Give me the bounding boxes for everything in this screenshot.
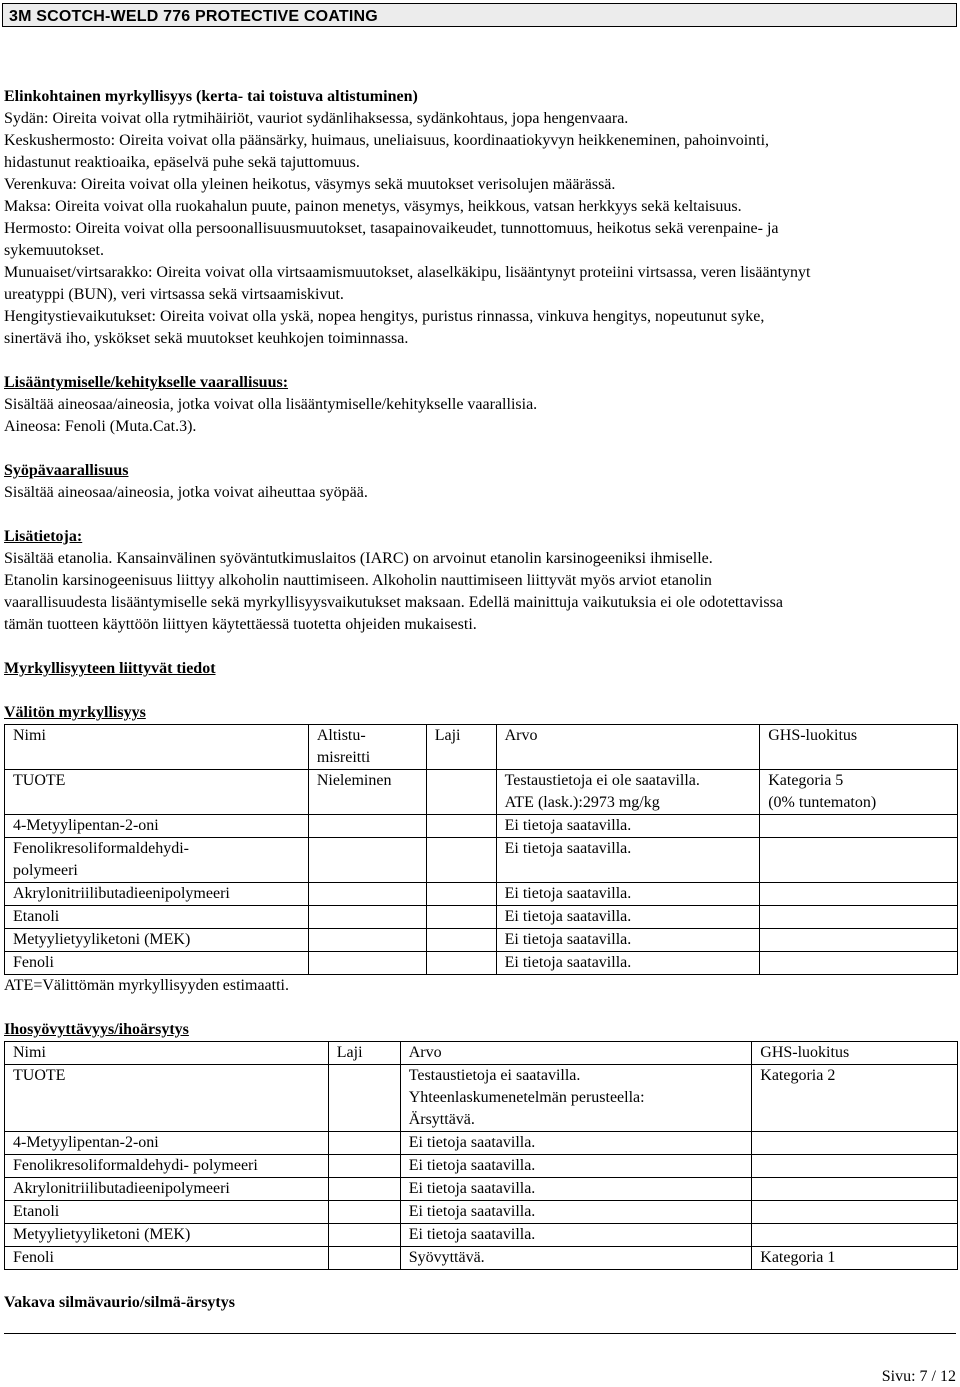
table-header-row (5, 1042, 958, 1065)
cell-ghs (760, 952, 958, 975)
reproductive-toxicity-heading: Lisääntymiselle/kehitykselle vaarallisuus: (4, 374, 289, 391)
cell-value: Ei tietoja saatavilla. (496, 838, 760, 883)
cell-name: TUOTE (5, 1065, 329, 1132)
cell-species (328, 1247, 400, 1270)
cell-name: Akrylonitriilibutadieenipolymeeri (5, 883, 309, 906)
organ-toxicity-text (4, 108, 954, 350)
cell-name: 4-Metyylipentan-2-oni (5, 1132, 329, 1155)
document-title: 3M SCOTCH-WELD 776 PROTECTIVE COATING (9, 8, 378, 25)
cell-name: Fenoli (5, 952, 309, 975)
toxicology-info-heading: Myrkyllisyyteen liittyvät tiedot (4, 660, 216, 677)
cell-value: Ei tietoja saatavilla. (400, 1224, 752, 1247)
column-header: Arvo (496, 725, 760, 770)
table-row (5, 815, 958, 838)
text-line: ureatyppi (BUN), veri virtsassa sekä virtsaamiskivut. (4, 286, 344, 303)
additional-info-heading: Lisätietoja: (4, 528, 83, 545)
column-header: GHS-luokitus (760, 725, 958, 770)
cell-value: Ei tietoja saatavilla. (400, 1178, 752, 1201)
text-line: Munuaiset/virtsarakko: Oireita voivat olla virtsaamismuutokset, alaselkäkipu, lisääntynyt proteiini virtsassa, veren lisääntynyt (4, 264, 811, 281)
cell-ghs: Kategoria 2 (752, 1065, 958, 1132)
skin-corrosion-table (4, 1041, 958, 1270)
table-row (5, 770, 958, 815)
cell-species (328, 1201, 400, 1224)
page-number: Sivu: 7 / 12 (881, 1368, 956, 1385)
cell-route (308, 929, 426, 952)
page-content (4, 86, 954, 1314)
table-row (5, 906, 958, 929)
table-row (5, 838, 958, 883)
cell-ghs (752, 1155, 958, 1178)
cell-route (308, 906, 426, 929)
cell-ghs (752, 1132, 958, 1155)
column-header: Laji (328, 1042, 400, 1065)
acute-toxicity-heading: Välitön myrkyllisyys (4, 704, 146, 721)
text-line: Verenkuva: Oireita voivat olla yleinen heikotus, väsymys sekä muutokset verisolujen määrässä. (4, 176, 616, 193)
cell-species (426, 815, 496, 838)
cell-route (308, 815, 426, 838)
cell-name: Fenolikresoliformaldehydi- polymeeri (5, 838, 309, 883)
cell-ghs (760, 929, 958, 952)
table-row (5, 883, 958, 906)
column-header: Arvo (400, 1042, 752, 1065)
cell-name: 4-Metyylipentan-2-oni (5, 815, 309, 838)
cell-species (426, 838, 496, 883)
text-line: vaarallisuudesta lisääntymiselle sekä myrkyllisyysvaikutukset maksaan. Edellä mainittuja vaikutuksia ei ole odotettavissa (4, 594, 783, 611)
text-line: Sisältää aineosaa/aineosia, jotka voivat aiheuttaa syöpää. (4, 484, 368, 501)
cell-value: Ei tietoja saatavilla. (400, 1132, 752, 1155)
text-line: Keskushermosto: Oireita voivat olla päänsärky, huimaus, uneliaisuus, koordinaatiokyvyn heikkeneminen, pahoinvointi, (4, 132, 770, 149)
table-row (5, 1247, 958, 1270)
column-header: Nimi (5, 1042, 329, 1065)
cell-ghs (760, 838, 958, 883)
cell-name: Fenolikresoliformaldehydi- polymeeri (5, 1155, 329, 1178)
table-row (5, 1201, 958, 1224)
cell-value: Testaustietoja ei saatavilla. Yhteenlaskumenetelmän perusteella: Ärsyttävä. (400, 1065, 752, 1132)
cell-species (426, 929, 496, 952)
cell-ghs (760, 815, 958, 838)
cell-name: Etanoli (5, 906, 309, 929)
text-line: tämän tuotteen käyttöön liittyen käytettäessä tuotetta ohjeiden mukaisesti. (4, 616, 477, 633)
cell-ghs (752, 1224, 958, 1247)
cell-species (426, 906, 496, 929)
organ-toxicity-heading: Elinkohtainen myrkyllisyys (kerta- tai toistuva altistuminen) (4, 88, 418, 105)
column-header: Altistu- misreitti (308, 725, 426, 770)
document-header (2, 3, 957, 27)
cell-ghs (760, 883, 958, 906)
cell-species (328, 1224, 400, 1247)
table-row (5, 1155, 958, 1178)
cell-value: Ei tietoja saatavilla. (400, 1201, 752, 1224)
cell-ghs: Kategoria 5 (0% tuntematon) (760, 770, 958, 815)
text-line: sinertävä iho, yskökset sekä muutokset keuhkojen toiminnassa. (4, 330, 409, 347)
column-header: Nimi (5, 725, 309, 770)
table-row (5, 1178, 958, 1201)
column-header: Laji (426, 725, 496, 770)
text-line: Sisältää aineosaa/aineosia, jotka voivat olla lisääntymiselle/kehitykselle vaarallisia. (4, 396, 538, 413)
acute-toxicity-table (4, 724, 958, 975)
cell-species (426, 770, 496, 815)
cell-value: Ei tietoja saatavilla. (400, 1155, 752, 1178)
cell-route (308, 838, 426, 883)
table-row (5, 952, 958, 975)
text-line: Etanolin karsinogeenisuus liittyy alkoholin nauttimiseen. Alkoholin nauttimiseen liittyvät myös arviot etanolin (4, 572, 712, 589)
ate-footnote: ATE=Välittömän myrkyllisyyden estimaatti. (4, 977, 289, 994)
table-header-row (5, 725, 958, 770)
text-line: Hermosto: Oireita voivat olla persoonallisuusmuutokset, tasapainovaikeudet, tunnottomuus, heikotus sekä verenpaine- ja (4, 220, 779, 237)
text-line: Aineosa: Fenoli (Muta.Cat.3). (4, 418, 197, 435)
cell-species (328, 1132, 400, 1155)
text-line: Maksa: Oireita voivat olla ruokahalun puute, painon menetys, väsymys, heikkous, vatsan herkkyys sekä keltaisuus. (4, 198, 742, 215)
cell-ghs (752, 1178, 958, 1201)
text-line: sykemuutokset. (4, 242, 104, 259)
text-line: Sisältää etanolia. Kansainvälinen syöväntutkimuslaitos (IARC) on arvoinut etanolin karsinogeeniksi ihmiselle. (4, 550, 713, 567)
column-header: GHS-luokitus (752, 1042, 958, 1065)
eye-damage-heading: Vakava silmävaurio/silmä-ärsytys (4, 1294, 235, 1311)
cell-route (308, 883, 426, 906)
cell-name: Akrylonitriilibutadieenipolymeeri (5, 1178, 329, 1201)
text-line: hidastunut reaktioaika, epäselvä puhe sekä tajuttomuus. (4, 154, 360, 171)
cell-species (328, 1065, 400, 1132)
cell-ghs (760, 906, 958, 929)
cell-name: TUOTE (5, 770, 309, 815)
footer-divider (4, 1333, 956, 1334)
cell-value: Ei tietoja saatavilla. (496, 906, 760, 929)
cell-value: Ei tietoja saatavilla. (496, 952, 760, 975)
cell-name: Etanoli (5, 1201, 329, 1224)
text-line: Sydän: Oireita voivat olla rytmihäiriöt, vauriot sydänlihaksessa, sydänkohtaus, jopa hengenvaara. (4, 110, 629, 127)
cell-species (328, 1155, 400, 1178)
cell-value: Ei tietoja saatavilla. (496, 883, 760, 906)
cell-name: Fenoli (5, 1247, 329, 1270)
table-row (5, 1065, 958, 1132)
table-row (5, 1132, 958, 1155)
cell-species (328, 1178, 400, 1201)
cell-route (308, 952, 426, 975)
table-row (5, 1224, 958, 1247)
text-line: Hengitystievaikutukset: Oireita voivat olla yskä, nopea hengitys, puristus rinnassa, vinkuva hengitys, nopeutunut syke, (4, 308, 765, 325)
cell-name: Metyylietyyliketoni (MEK) (5, 929, 309, 952)
carcinogenicity-heading: Syöpävaarallisuus (4, 462, 129, 479)
cell-value: Syövyttävä. (400, 1247, 752, 1270)
cell-species (426, 883, 496, 906)
skin-corrosion-heading: Ihosyövyttävyys/ihoärsytys (4, 1021, 189, 1038)
cell-ghs: Kategoria 1 (752, 1247, 958, 1270)
cell-name: Metyylietyyliketoni (MEK) (5, 1224, 329, 1247)
cell-value: Testaustietoja ei ole saatavilla. ATE (lask.):2973 mg/kg (496, 770, 760, 815)
cell-value: Ei tietoja saatavilla. (496, 929, 760, 952)
cell-species (426, 952, 496, 975)
cell-value: Ei tietoja saatavilla. (496, 815, 760, 838)
table-row (5, 929, 958, 952)
cell-route: Nieleminen (308, 770, 426, 815)
cell-ghs (752, 1201, 958, 1224)
